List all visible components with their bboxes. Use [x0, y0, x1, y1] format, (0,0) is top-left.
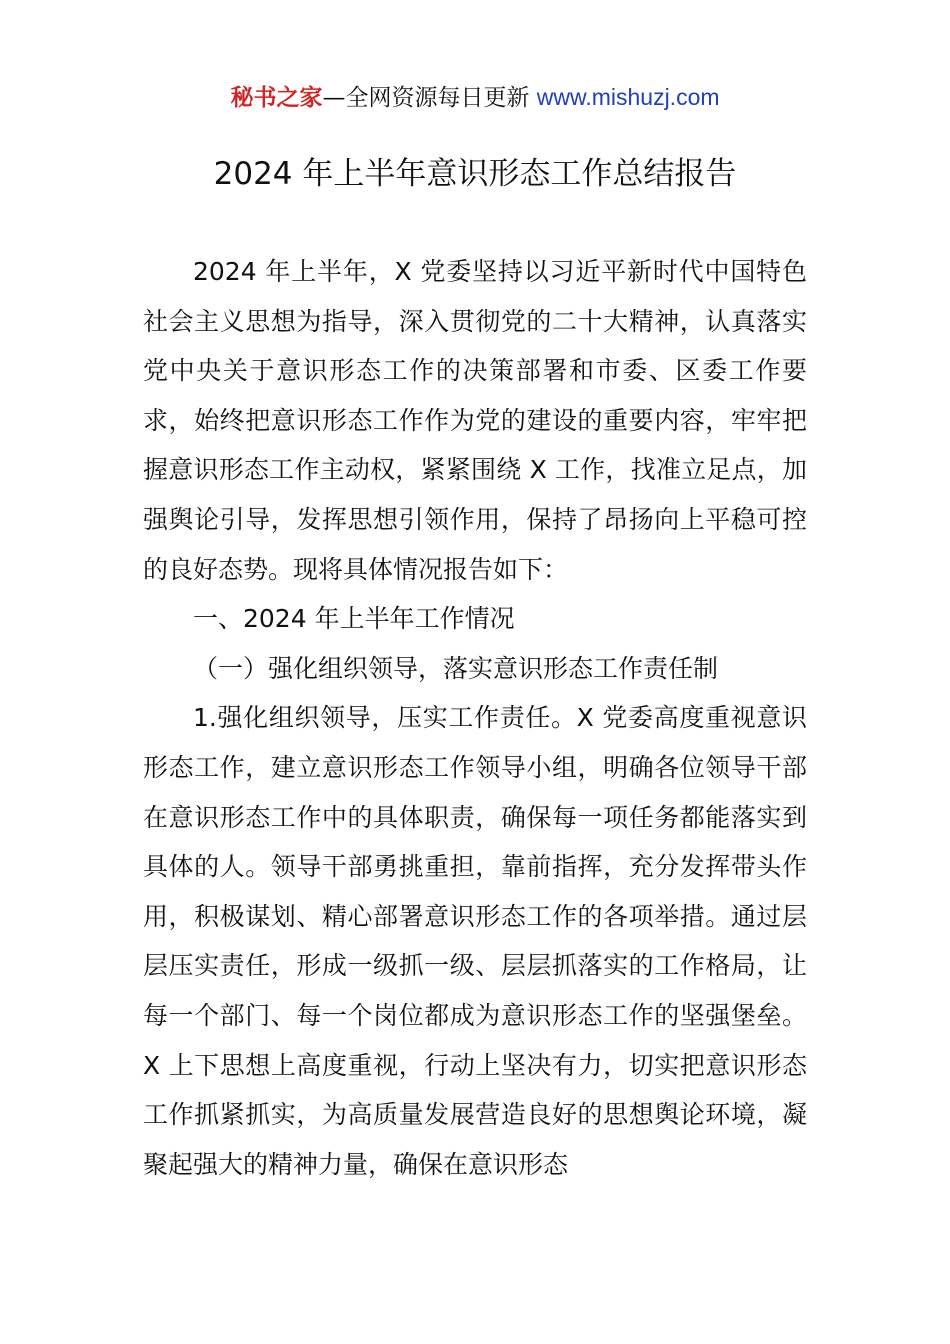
site-url-link[interactable]: www.mishuzj.com — [536, 84, 720, 110]
intro-paragraph: 2024 年上半年，X 党委坚持以习近平新时代中国特色社会主义思想为指导，深入贯彻党的二十大精神，认真落实党中央关于意识形态工作的决策部署和市委、区委工作要求，始终把意识形态工作作为党的建设的重要内容，牢牢把握意识形态工作主动权，紧紧围绕 X 工作，找准立足点，加强舆论引导，发挥思想引领作用，保持了昂扬向上平稳可控的良好态势。现将具体情况报告如下： — [143, 257, 807, 584]
site-header — [0, 80, 950, 115]
subsection-heading-1: （一）强化组织领导，落实意识形态工作责任制 — [193, 653, 719, 683]
header-slogan: 全网资源每日更新 — [345, 85, 537, 111]
body-paragraph-1: 1.强化组织领导，压实工作责任。X 党委高度重视意识形态工作，建立意识形态工作领导小组，明确各位领导干部在意识形态工作中的具体职责，确保每一项任务都能落实到具体的人。领导干部勇挑重担，靠前指挥，充分发挥带头作用，积极谋划、精心部署意识形态工作的各项举措。通过层层压实责任，形成一级抓一级、层层抓落实的工作格局，让每一个部门、每一个岗位都成为意识形态工作的坚强堡垒。X 上下思想上高度重视，行动上坚决有力，切实把意识形态工作抓紧抓实，为高质量发展营造良好的思想舆论环境，凝聚起强大的精神力量，确保在意识形态 — [143, 703, 807, 1179]
section-heading-1: 一、2024 年上半年工作情况 — [193, 604, 515, 634]
brand-name: 秘书之家 — [230, 85, 323, 111]
document-body — [143, 247, 807, 1189]
document-title: 2024 年上半年意识形态工作总结报告 — [213, 156, 737, 192]
header-dash: — — [322, 85, 346, 111]
